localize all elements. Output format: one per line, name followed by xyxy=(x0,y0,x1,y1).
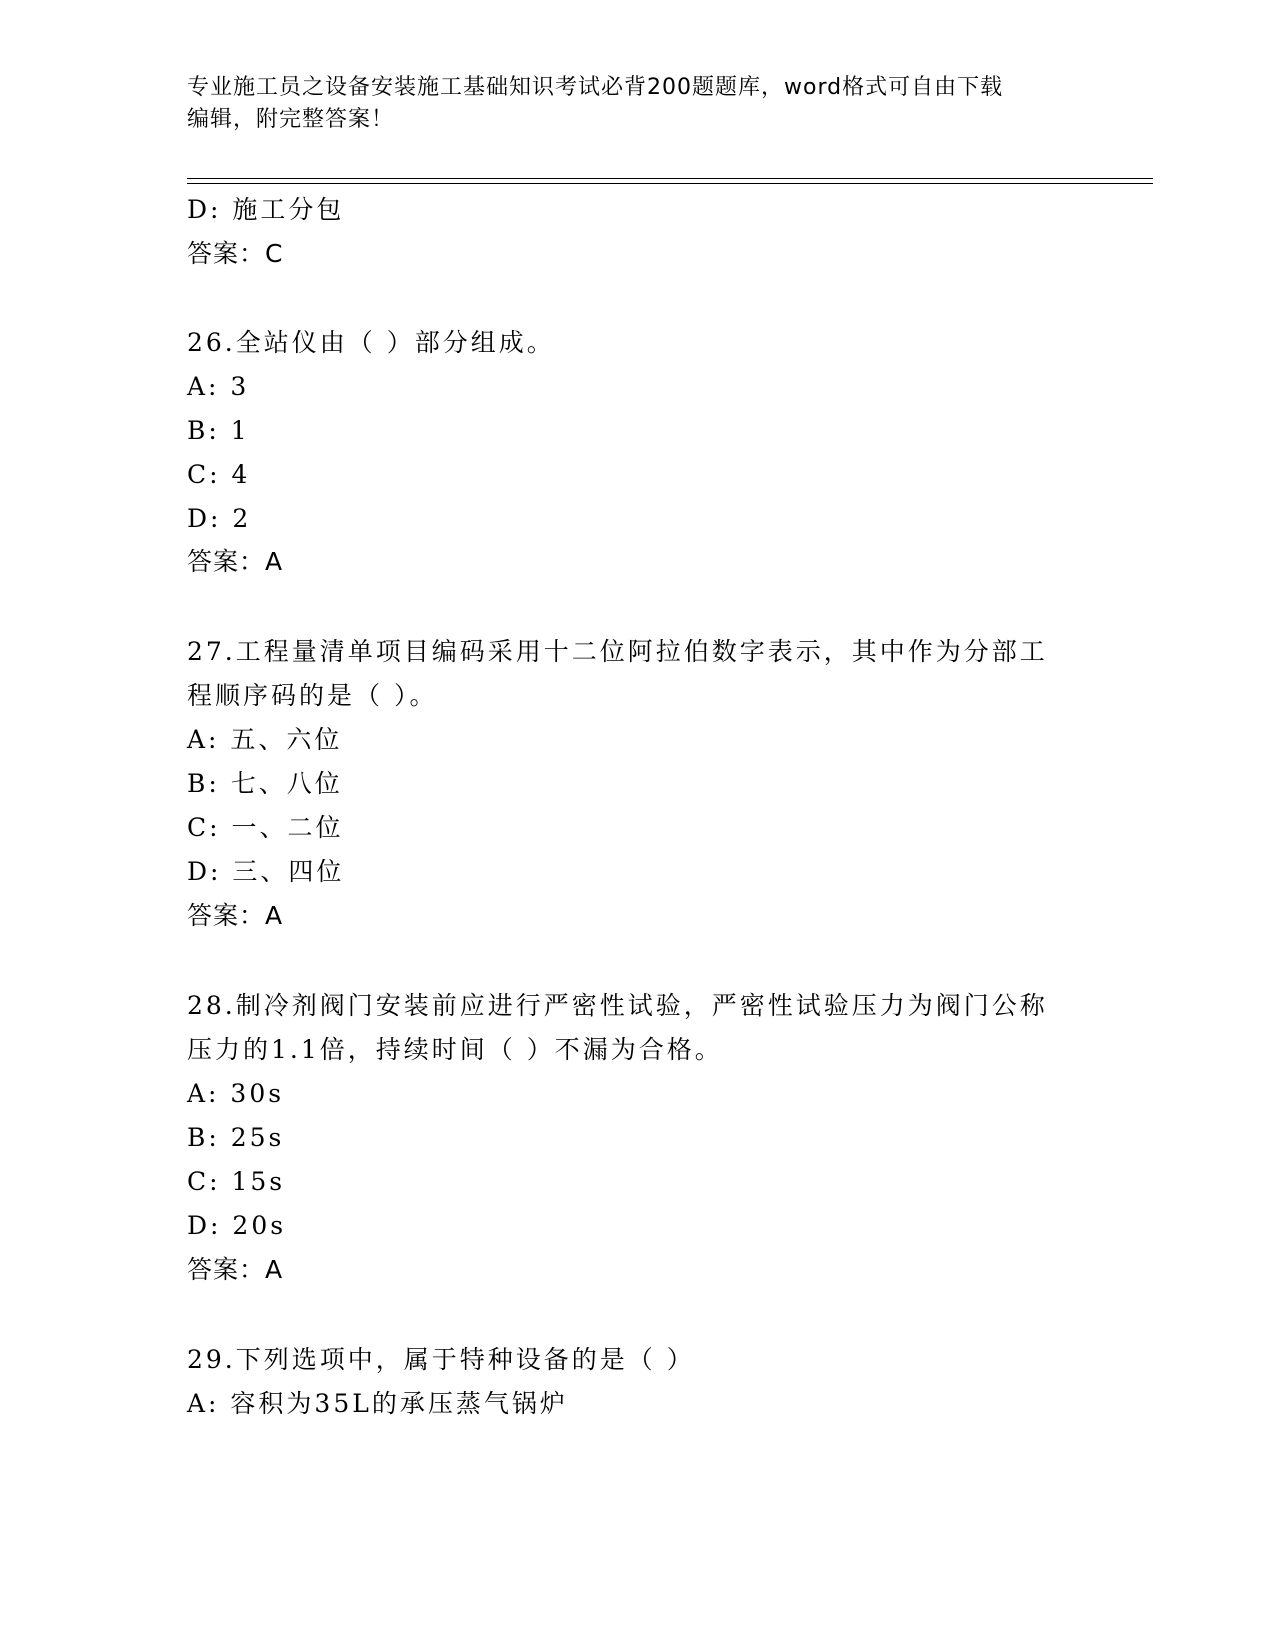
option-line: D: 2 xyxy=(187,504,252,533)
option-line: D: 20s xyxy=(187,1211,287,1240)
option-line: A: 五、六位 xyxy=(187,725,343,754)
option-line: D: 施工分包 xyxy=(187,195,345,224)
answer-line: 答案：A xyxy=(187,901,284,930)
header-divider-top xyxy=(187,178,1153,179)
option-line: C: 15s xyxy=(187,1167,286,1196)
answer-line: 答案：C xyxy=(187,239,284,268)
question-line: 29.下列选项中，属于特种设备的是（ ） xyxy=(187,1345,695,1374)
header-divider-bottom xyxy=(187,183,1153,184)
question-line: 程顺序码的是（ ）。 xyxy=(187,681,438,710)
option-line: D: 三、四位 xyxy=(187,857,345,886)
question-line: 28.制冷剂阀门安装前应进行严密性试验，严密性试验压力为阀门公称 xyxy=(187,991,1048,1020)
question-line: 27.工程量清单项目编码采用十二位阿拉伯数字表示，其中作为分部工 xyxy=(187,637,1048,666)
question-line: 26.全站仪由（ ）部分组成。 xyxy=(187,328,555,357)
header-line-2: 编辑，附完整答案！ xyxy=(187,107,395,132)
option-line: A: 3 xyxy=(187,372,250,401)
answer-line: 答案：A xyxy=(187,547,284,576)
option-line: A: 容积为35L的承压蒸气锅炉 xyxy=(187,1389,568,1418)
header-line-1: 专业施工员之设备安装施工基础知识考试必背200题题库，word格式可自由下载 xyxy=(187,75,1004,100)
option-line: A: 30s xyxy=(187,1079,285,1108)
question-line: 压力的1.1倍，持续时间（ ）不漏为合格。 xyxy=(187,1035,723,1064)
document-header xyxy=(187,72,1077,136)
option-line: B: 七、八位 xyxy=(187,769,343,798)
option-line: B: 1 xyxy=(187,416,250,445)
answer-line: 答案：A xyxy=(187,1255,284,1284)
option-line: C: 4 xyxy=(187,460,251,489)
option-line: B: 25s xyxy=(187,1123,285,1152)
option-line: C: 一、二位 xyxy=(187,813,344,842)
